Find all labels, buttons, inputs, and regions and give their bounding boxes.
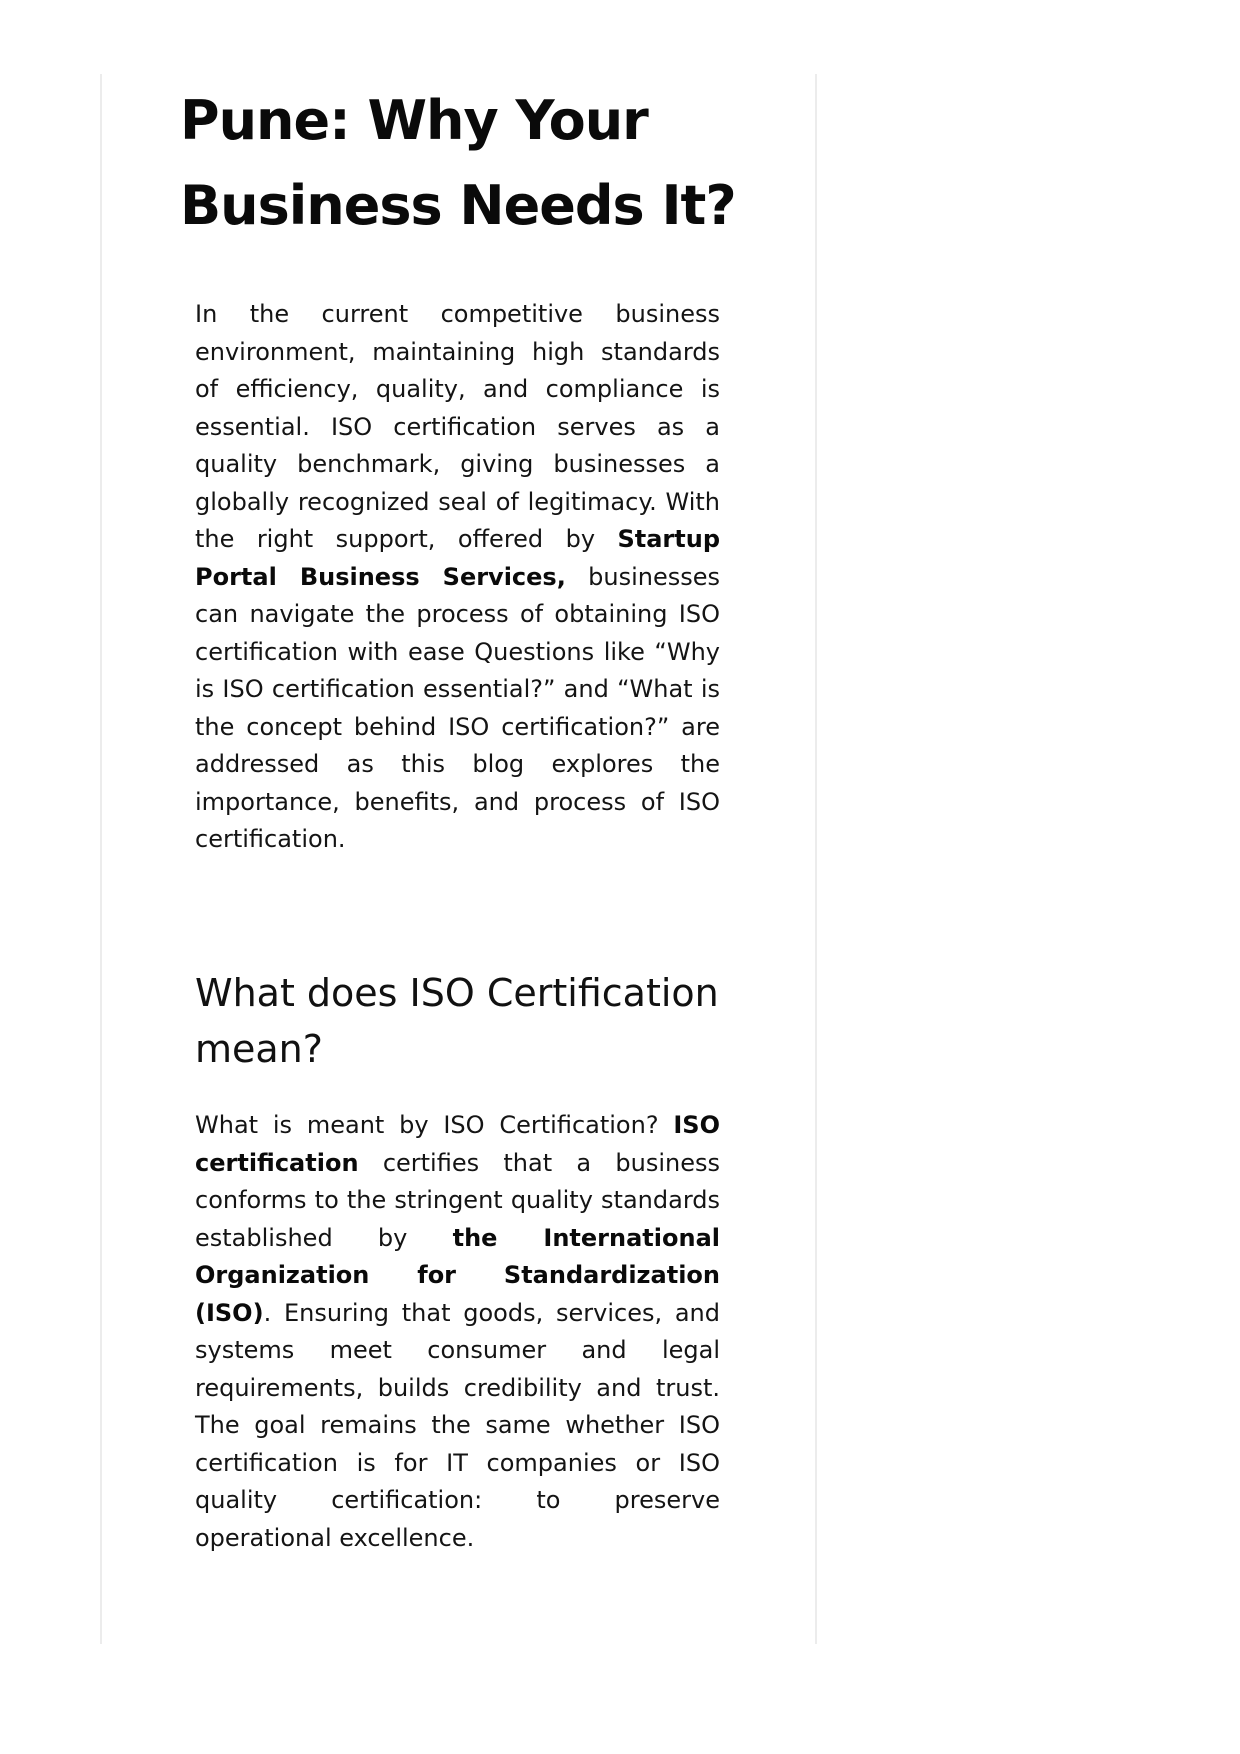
title-line-1: Pune: Why Your: [180, 89, 648, 152]
definition-text-3: . Ensuring that goods, services, and systems meet consumer and legal requirements, builds credibility and trust. The goal remains the same whether ISO certification is for IT companies or ISO quality certification: to preserve operational excellence.: [195, 1298, 720, 1552]
definition-section: [195, 1107, 720, 1557]
column-divider-right: [815, 74, 817, 1644]
definition-paragraph: [195, 1107, 720, 1557]
definition-text-1: What is meant by ISO Certification?: [195, 1111, 674, 1139]
iso-organization-name: the International Organization for Standardization (ISO): [195, 1223, 720, 1327]
intro-paragraph: [195, 296, 720, 859]
iso-certification-term: ISO certification: [195, 1111, 720, 1177]
intro-text-2: businesses can navigate the process of obtaining ISO certification with ease Questions like “Why is ISO certification essential?” and “What is the concept behind ISO certification?” are addressed as this blog explores the importance, benefits, and process of ISO certification.: [195, 562, 720, 853]
page-title: [180, 78, 800, 248]
column-divider-left: [100, 74, 102, 1644]
intro-section: [195, 296, 720, 859]
title-line-2: Business Needs It?: [180, 174, 736, 237]
intro-text-1: In the current competitive business environment, maintaining high standards of efficiency, quality, and compliance is essential. ISO certification serves as a quality benchmark, giving businesses a globally recognized seal of legitimacy. With the right support, offered by: [195, 300, 720, 553]
company-name: Startup Portal Business Services,: [195, 525, 720, 591]
section-heading: What does ISO Certification mean?: [195, 971, 719, 1071]
definition-text-2: certifies that a business conforms to the stringent quality standards established by: [195, 1148, 720, 1252]
